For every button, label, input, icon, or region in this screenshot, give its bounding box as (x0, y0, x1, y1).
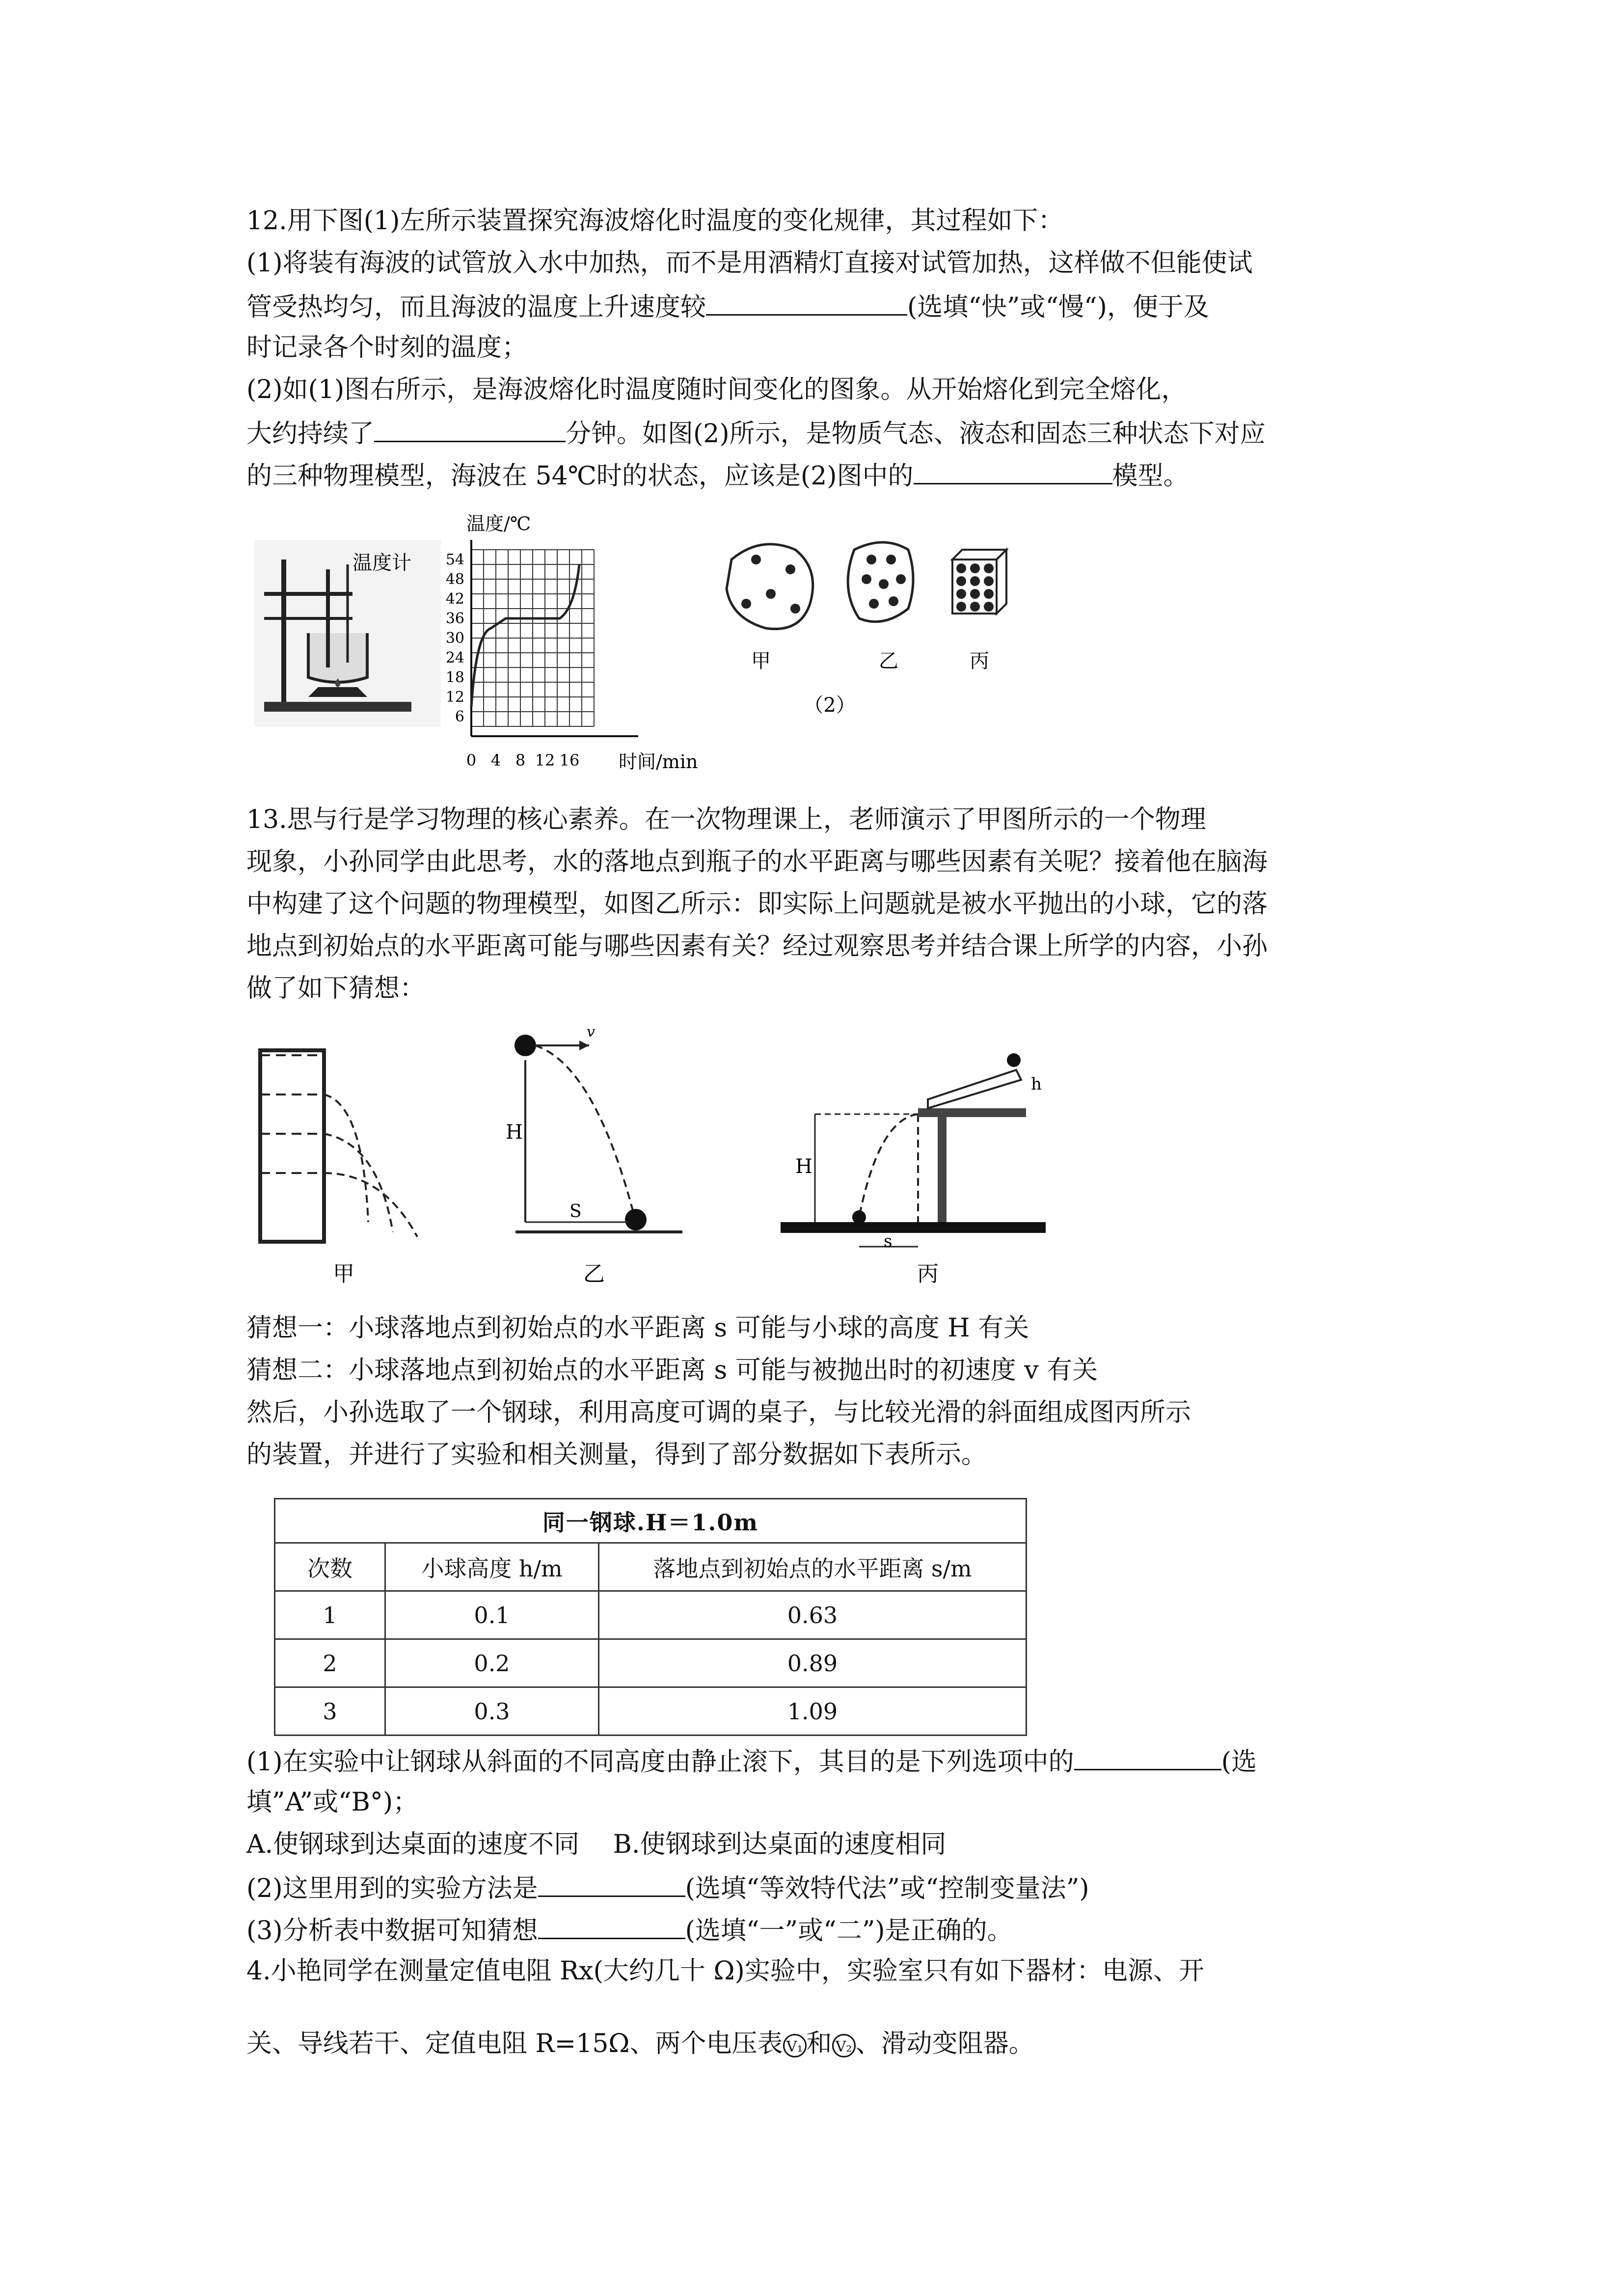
y-tick-label: 48 (445, 571, 464, 588)
table-header: 小球高度 h/m (385, 1543, 599, 1591)
table-cell: 0.89 (599, 1639, 1027, 1687)
figure-jia-label: 甲 (333, 1261, 354, 1286)
model-label-jia: 甲 (751, 650, 771, 672)
table-cell: 1.09 (599, 1687, 1027, 1735)
q4-line-1: 4.小艳同学在测量定值电阻 Rx(大约几十 Ω)实验中，实验室只有如下器材：电源、开 (246, 1956, 1204, 1986)
q12-blank-2 (374, 417, 566, 442)
y-tick-label: 54 (445, 551, 464, 568)
label-S: S (569, 1201, 582, 1222)
q13-part-3-a: (3)分析表中数据可知猜想 (246, 1916, 538, 1946)
model-gas (727, 544, 813, 629)
q12-line-6-a: 大约持续了 (246, 419, 375, 449)
figure-bing-label: 丙 (917, 1261, 939, 1286)
label-s: s (884, 1231, 893, 1251)
particle (970, 589, 980, 599)
guess-2: 猜想二：小球落地点到初始点的水平距离 s 可能与被抛出时的初速度 v 有关 (246, 1356, 1098, 1385)
q13-blank-2 (538, 1872, 685, 1897)
q12-line-3-b: (选填“快”或“慢“)，便于及 (907, 293, 1209, 322)
q12-graph-figure (432, 510, 727, 775)
q13-part-3 (246, 1914, 1013, 1946)
guess-1: 猜想一：小球落地点到初始点的水平距离 s 可能与小球的高度 H 有关 (246, 1313, 1029, 1343)
q13-blank-3 (538, 1914, 685, 1939)
melting-curve (471, 564, 579, 707)
figure-bing (781, 1053, 1046, 1286)
x-tick-label: 16 (559, 751, 580, 770)
y-tick-label: 30 (445, 630, 464, 647)
q12-blank-3 (914, 459, 1112, 484)
table-cell: 2 (275, 1639, 385, 1687)
particle (879, 579, 889, 589)
x-tick-label: 12 (535, 751, 555, 770)
q12-line-7-b: 模型。 (1112, 461, 1189, 491)
particle (956, 576, 966, 586)
y-tick-label: 6 (455, 708, 464, 725)
q13-line-after-1: 然后，小孙选取了一个钢球，利用高度可调的桌子，与比较光滑的斜面组成图丙所示 (246, 1398, 1191, 1427)
q12-line-6-b: 分钟。如图(2)所示，是物质气态、液态和固态三种状态下对应 (566, 419, 1266, 449)
particle (970, 576, 980, 586)
q12-line-6 (246, 417, 1266, 449)
q12-line-1: 12.用下图(1)左所示装置探究海波熔化时温度的变化规律，其过程如下： (246, 206, 1064, 236)
q13-part-2 (246, 1872, 1089, 1903)
y-tick-label: 18 (445, 669, 464, 686)
particle (956, 602, 966, 612)
particle (785, 564, 795, 574)
table-header: 次数 (275, 1543, 385, 1591)
graph-y-label: 温度/℃ (466, 513, 531, 534)
y-tick-label: 12 (445, 689, 464, 706)
table-cell: 0.1 (385, 1591, 599, 1639)
q13-blank-1 (1074, 1745, 1221, 1770)
particle (984, 563, 994, 573)
q13-part-1 (246, 1745, 1257, 1777)
thermometer-label: 温度计 (352, 552, 411, 574)
particle (970, 563, 980, 573)
q12-apparatus-figure (254, 540, 441, 726)
q13-figures (250, 1026, 1075, 1301)
table-cell: 1 (275, 1591, 385, 1639)
q4-line-2 (246, 2029, 1034, 2058)
q12-blank-1 (706, 291, 907, 316)
model-label-bing: 丙 (970, 650, 989, 672)
q12-line-4: 时记录各个时刻的温度； (246, 333, 528, 362)
q13-figures-svg (250, 1026, 1075, 1301)
q13-part-1-cont: 填”A”或“B°)； (246, 1788, 419, 1817)
table-header: 落地点到初始点的水平距离 s/m (599, 1543, 1027, 1591)
model-label-yi: 乙 (879, 650, 898, 672)
label-h: h (1031, 1074, 1042, 1094)
x-tick-label: 4 (490, 751, 501, 770)
voltmeter-v1-icon: V₁ (783, 2034, 807, 2057)
particle (766, 589, 776, 599)
particle (956, 589, 966, 599)
particle (956, 563, 966, 573)
y-tick-label: 42 (445, 590, 464, 608)
q12-models-svg (712, 530, 1056, 736)
q12-models-figure (712, 530, 1056, 736)
particle (869, 599, 879, 609)
y-tick-label: 36 (445, 610, 464, 627)
q13-part-1-b: (选 (1221, 1747, 1257, 1777)
q12-graph-svg (432, 510, 727, 775)
q12-line-5: (2)如(1)图右所示，是海波熔化时温度随时间变化的图象。从开始熔化到完全熔化， (246, 375, 1187, 404)
x-tick-label: 8 (515, 751, 526, 770)
label-H-bing: H (795, 1155, 812, 1178)
particle (984, 576, 994, 586)
q13-part-3-b: (选填“一”或“二”)是正确的。 (685, 1916, 1013, 1946)
model-solid (952, 550, 1006, 614)
particle (790, 604, 800, 614)
q13-part-2-a: (2)这里用到的实验方法是 (246, 1874, 538, 1903)
q12-apparatus-svg (254, 540, 441, 726)
q13-line-5: 做了如下猜想： (246, 974, 426, 1003)
q13-part-1-a: (1)在实验中让钢球从斜面的不同高度由静止滚下，其目的是下列选项中的 (246, 1747, 1074, 1777)
q13-line-4: 地点到初始点的水平距离可能与哪些因素有关？经过观察思考并结合课上所学的内容，小孙 (246, 932, 1268, 961)
q13-options: A.使钢球到达桌面的速度不同 B.使钢球到达桌面的速度相同 (246, 1830, 947, 1859)
q4-line-2-b: 和 (806, 2029, 832, 2058)
particle (741, 599, 751, 609)
x-tick-label: 0 (466, 751, 477, 770)
figure-jia (260, 1050, 417, 1286)
label-v: v (587, 1026, 595, 1041)
data-table (274, 1498, 1027, 1736)
particle (889, 596, 898, 606)
graph-x-label: 时间/min (619, 751, 698, 773)
table-row (275, 1639, 1027, 1687)
figure-yi-label: 乙 (583, 1261, 605, 1286)
particle (886, 555, 896, 564)
particle (970, 602, 980, 612)
table-caption: 同一钢球.H＝1.0m (275, 1499, 1027, 1543)
particle (984, 589, 994, 599)
q12-line-7-a: 的三种物理模型，海波在 54℃时的状态，应该是(2)图中的 (246, 461, 914, 491)
table-row (275, 1687, 1027, 1735)
particle (862, 574, 871, 584)
q13-line-3: 中构建了这个问题的物理模型，如图乙所示：即实际上问题就是被水平抛出的小球，它的落 (246, 889, 1268, 919)
q12-line-2: (1)将装有海波的试管放入水中加热，而不是用酒精灯直接对试管加热，这样做不但能使试 (246, 248, 1253, 278)
table-cell: 3 (275, 1687, 385, 1735)
q12-line-7 (246, 459, 1189, 491)
particle (751, 555, 761, 564)
table-cell: 0.3 (385, 1687, 599, 1735)
q13-part-2-b: (选填“等效特代法”或“控制变量法”) (685, 1874, 1089, 1903)
q13-line-1: 13.思与行是学习物理的核心素养。在一次物理课上，老师演示了甲图所示的一个物理 (246, 805, 1206, 834)
figure-yi (506, 1026, 682, 1286)
y-tick-label: 24 (445, 649, 464, 667)
q13-line-after-2: 的装置，并进行了实验和相关测量，得到了部分数据如下表所示。 (246, 1440, 987, 1469)
particle (896, 574, 906, 584)
graph-grid (471, 540, 638, 736)
q12-line-3 (246, 291, 1209, 322)
q12-line-3-a: 管受热均匀，而且海波的温度上升速度较 (246, 293, 706, 322)
q4-line-2-c: 、滑动变阻器。 (855, 2029, 1034, 2058)
q4-line-2-a: 关、导线若干、定值电阻 R=15Ω、两个电压表 (246, 2029, 783, 2058)
q13-line-2: 现象，小孙同学由此思考，水的落地点到瓶子的水平距离与哪些因素有关呢？接着他在脑海 (246, 847, 1268, 877)
models-caption: （2） (804, 694, 856, 717)
table-cell: 0.2 (385, 1639, 599, 1687)
label-H-yi: H (506, 1121, 523, 1144)
voltmeter-v2-icon: V₂ (832, 2034, 856, 2057)
particle (866, 555, 876, 564)
table-cell: 0.63 (599, 1591, 1027, 1639)
table-row (275, 1591, 1027, 1639)
particle (984, 602, 994, 612)
